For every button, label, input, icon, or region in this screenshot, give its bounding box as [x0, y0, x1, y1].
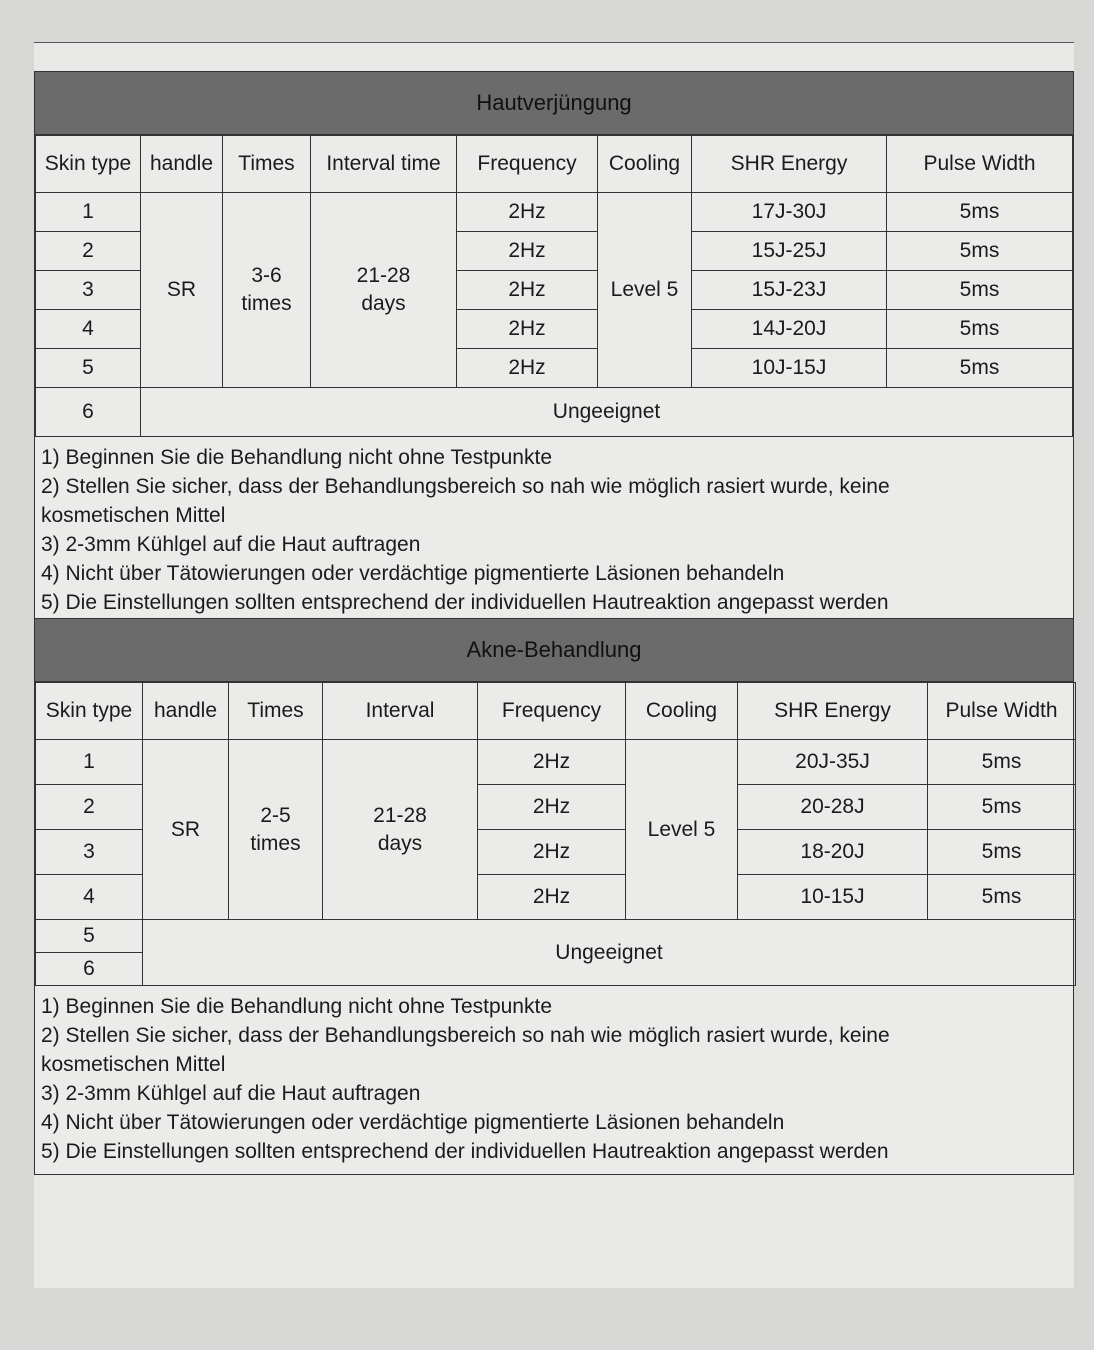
section-hautverjuengung	[34, 71, 1074, 626]
header-cooling: Cooling	[598, 136, 692, 193]
times-unit: times	[250, 831, 301, 855]
handle-cell: SR	[141, 193, 223, 388]
frequency-cell: 2Hz	[478, 830, 626, 875]
skin-type-cell: 4	[36, 310, 141, 349]
section-title: Hautverjüngung	[35, 72, 1073, 135]
header-frequency: Frequency	[457, 136, 598, 193]
header-skin-type: Skin type	[36, 683, 143, 740]
table-row	[36, 193, 1073, 232]
handle-cell: SR	[143, 740, 229, 920]
skin-type-cell: 2	[36, 232, 141, 271]
frequency-cell: 2Hz	[457, 349, 598, 388]
header-pulse-width: Pulse Width	[887, 136, 1073, 193]
interval-cell	[311, 193, 457, 388]
times-value: 3-6	[251, 264, 282, 287]
skin-type-cell: 6	[36, 388, 141, 437]
note-line: 4) Nicht über Tätowierungen oder verdächtige pigmentierte Läsionen behandeln	[41, 562, 785, 585]
frequency-cell: 2Hz	[478, 785, 626, 830]
interval-value: 21-28	[356, 264, 411, 287]
notes-list	[35, 986, 1073, 1174]
note-line: 3) 2-3mm Kühlgel auf die Haut auftragen	[41, 1082, 421, 1105]
settings-table	[35, 135, 1073, 437]
interval-value: 21-28	[373, 803, 427, 827]
header-shr-energy: SHR Energy	[692, 136, 887, 193]
note-line: 3) 2-3mm Kühlgel auf die Haut auftragen	[41, 533, 421, 556]
pulse-cell: 5ms	[887, 232, 1073, 271]
frequency-cell: 2Hz	[457, 193, 598, 232]
note-line: 1) Beginnen Sie die Behandlung nicht ohne Testpunkte	[41, 446, 553, 469]
header-handle: handle	[141, 136, 223, 193]
skin-type-cell: 1	[36, 193, 141, 232]
section-title: Akne-Behandlung	[35, 619, 1073, 682]
note-line: 1) Beginnen Sie die Behandlung nicht ohne Testpunkte	[41, 995, 553, 1018]
skin-type-cell: 4	[36, 875, 143, 920]
skin-type-cell: 3	[36, 830, 143, 875]
pulse-cell: 5ms	[928, 740, 1076, 785]
header-frequency: Frequency	[478, 683, 626, 740]
header-cooling: Cooling	[626, 683, 738, 740]
energy-cell: 20J-35J	[738, 740, 928, 785]
energy-cell: 10-15J	[738, 875, 928, 920]
pulse-cell: 5ms	[887, 310, 1073, 349]
pulse-cell: 5ms	[928, 875, 1076, 920]
header-times: Times	[229, 683, 323, 740]
pulse-cell: 5ms	[887, 271, 1073, 310]
skin-type-cell: 5	[36, 349, 141, 388]
header-pulse-width: Pulse Width	[928, 683, 1076, 740]
skin-type-cell: 2	[36, 785, 143, 830]
table-row	[36, 920, 1076, 953]
header-row	[36, 683, 1076, 740]
pulse-cell: 5ms	[887, 193, 1073, 232]
notes-list	[35, 437, 1073, 625]
energy-cell: 14J-20J	[692, 310, 887, 349]
interval-cell	[323, 740, 478, 920]
note-line: kosmetischen Mittel	[41, 504, 226, 527]
skin-type-cell: 5	[36, 920, 143, 953]
header-handle: handle	[143, 683, 229, 740]
note-line: 2) Stellen Sie sicher, dass der Behandlungsbereich so nah wie möglich rasiert wurde, keine	[41, 1024, 890, 1047]
header-times: Times	[223, 136, 311, 193]
interval-unit: days	[377, 831, 423, 855]
energy-cell: 18-20J	[738, 830, 928, 875]
times-cell	[229, 740, 323, 920]
frequency-cell: 2Hz	[457, 310, 598, 349]
document-page	[34, 42, 1074, 1288]
skin-type-cell: 1	[36, 740, 143, 785]
skin-type-cell: 6	[36, 953, 143, 986]
frequency-cell: 2Hz	[478, 740, 626, 785]
frequency-cell: 2Hz	[478, 875, 626, 920]
energy-cell: 15J-25J	[692, 232, 887, 271]
unsuitable-cell: Ungeeignet	[141, 388, 1073, 437]
pulse-cell: 5ms	[928, 830, 1076, 875]
cooling-cell: Level 5	[626, 740, 738, 920]
header-skin-type: Skin type	[36, 136, 141, 193]
energy-cell: 20-28J	[738, 785, 928, 830]
note-line: 5) Die Einstellungen sollten entsprechend der individuellen Hautreaktion angepasst werden	[41, 1140, 889, 1163]
header-row	[36, 136, 1073, 193]
times-cell	[223, 193, 311, 388]
pulse-cell: 5ms	[887, 349, 1073, 388]
section-akne-behandlung	[34, 618, 1074, 1175]
interval-unit: days	[361, 292, 406, 315]
table-row	[36, 740, 1076, 785]
settings-table	[35, 682, 1076, 986]
unsuitable-cell: Ungeeignet	[143, 920, 1076, 986]
energy-cell: 17J-30J	[692, 193, 887, 232]
note-line: 4) Nicht über Tätowierungen oder verdächtige pigmentierte Läsionen behandeln	[41, 1111, 785, 1134]
header-interval: Interval	[323, 683, 478, 740]
table-row	[36, 388, 1073, 437]
cooling-cell: Level 5	[598, 193, 692, 388]
note-line: 2) Stellen Sie sicher, dass der Behandlungsbereich so nah wie möglich rasiert wurde, keine	[41, 475, 890, 498]
header-interval: Interval time	[311, 136, 457, 193]
times-value: 2-5	[260, 803, 291, 827]
note-line: 5) Die Einstellungen sollten entsprechend der individuellen Hautreaktion angepasst werden	[41, 591, 889, 614]
pulse-cell: 5ms	[928, 785, 1076, 830]
energy-cell: 15J-23J	[692, 271, 887, 310]
times-unit: times	[241, 292, 292, 315]
energy-cell: 10J-15J	[692, 349, 887, 388]
frequency-cell: 2Hz	[457, 271, 598, 310]
skin-type-cell: 3	[36, 271, 141, 310]
frequency-cell: 2Hz	[457, 232, 598, 271]
header-shr-energy: SHR Energy	[738, 683, 928, 740]
note-line: kosmetischen Mittel	[41, 1053, 226, 1076]
